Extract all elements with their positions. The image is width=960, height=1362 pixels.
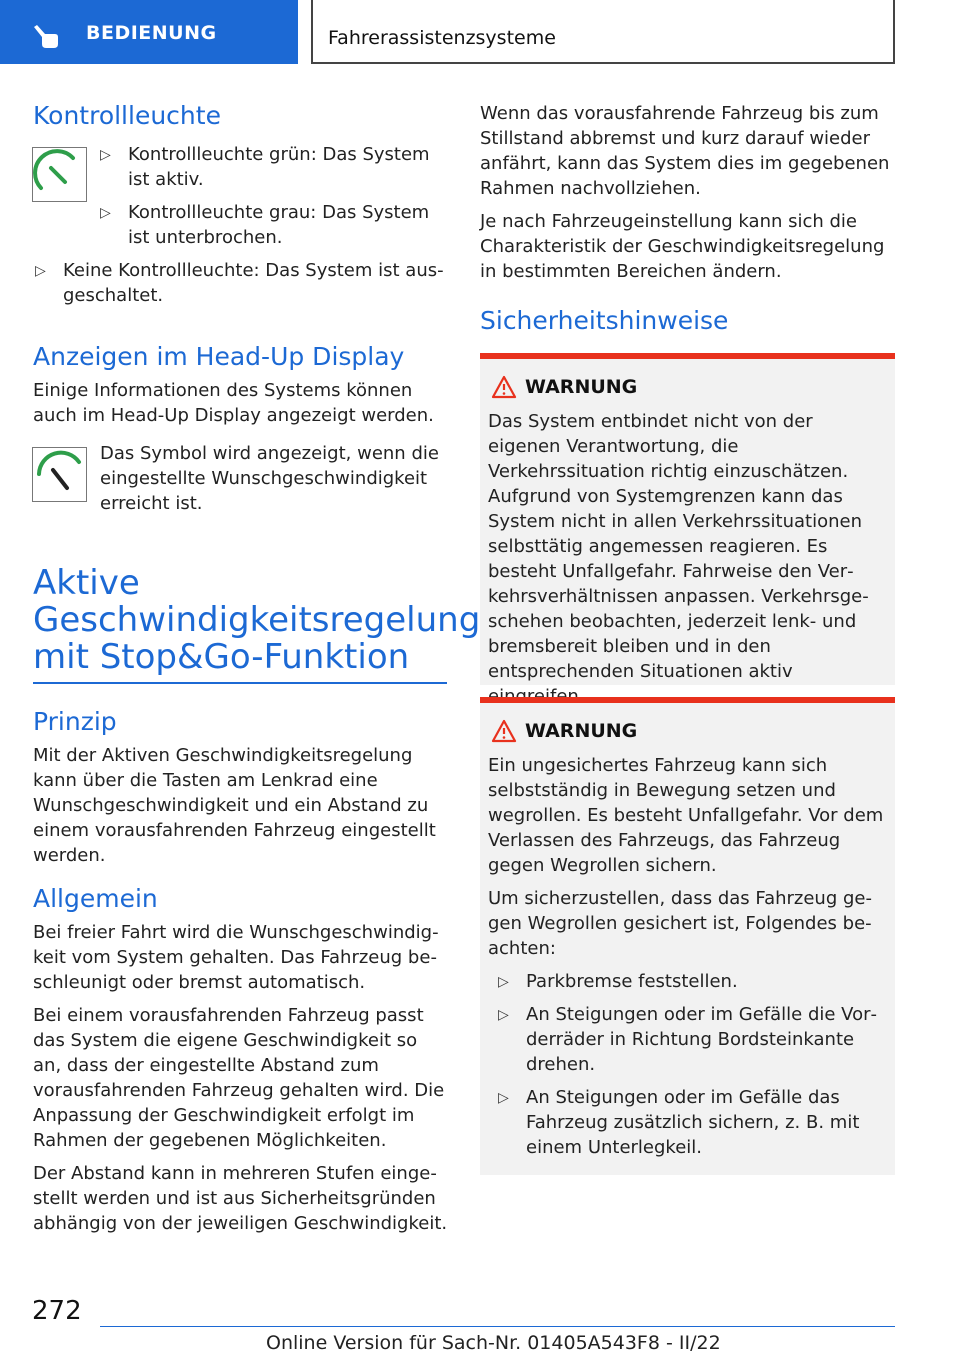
hud-section (33, 342, 449, 436)
warning-triangle-icon (491, 375, 517, 399)
left-column (33, 101, 449, 137)
warning-box-2 (480, 703, 895, 1175)
warning-triangle-icon (491, 719, 517, 743)
page-number: 272 (32, 1296, 82, 1326)
triangle-bullet-icon: ▷ (35, 263, 46, 279)
heading-prinzip: Prinzip (33, 707, 117, 736)
right-paragraph-2: Je nach Fahrzeugeinstellung kann sich die Charakteristik der Geschwindigkeitsregelung in bestimmten Bereichen ändern. (480, 211, 885, 282)
allgemein-paragraph-2: Bei einem vorausfahrenden Fahrzeug passt das System die eigene Geschwindigkeit so an, dass der eingestellte Abstand zum vorausfahrenden Fahrzeug gehalten wird. Die Anpassung der Geschwindigkeit erfolgt im Rahmen der gegebenen Möglichkeiten. (33, 1005, 445, 1151)
warning-title: WARNUNG (525, 720, 638, 742)
footer-rule (100, 1326, 895, 1327)
heading-rule (33, 682, 447, 684)
main-heading (33, 563, 481, 677)
section-tab (0, 0, 298, 64)
list-item: ▷ An Steigungen oder im Gefälle die Vorderräder in Richtung Bordsteinkante drehen. (498, 1004, 878, 1075)
list-item: ▷ Kontrollleuchte grün: Das System ist aktiv. (100, 144, 430, 190)
warning-title: WARNUNG (525, 376, 638, 398)
section-label: BEDIENUNG (86, 22, 217, 44)
triangle-bullet-icon: ▷ (100, 205, 111, 221)
list-item: ▷ Parkbremse feststellen. (496, 969, 887, 994)
right-column (480, 101, 898, 342)
triangle-bullet-icon: ▷ (100, 147, 111, 163)
hud-speed-icon (32, 447, 87, 502)
chapter-header (311, 0, 895, 64)
heading-hud: Anzeigen im Head-Up Display (33, 342, 405, 371)
warning-paragraph-1: Ein ungesichertes Fahrzeug kann sich selbstständig in Bewegung setzen und wegrollen. Es besteht Unfallgefahr. Vor dem Verlassen des Fahrzeugs, das Fahrzeug gegen Wegrollen sichern. (488, 755, 884, 876)
triangle-bullet-icon: ▷ (498, 974, 509, 990)
kontroll-none (33, 258, 449, 316)
triangle-bullet-icon: ▷ (498, 1090, 509, 1106)
allgemein-paragraph-3: Der Abstand kann in mehreren Stufen eingestellt werden und ist aus Sicherheitsgründen abhängig von der jeweiligen Geschwindigkeit. (33, 1163, 448, 1234)
warning-paragraph-2: Um sicherzustellen, dass das Fahrzeug gegen Wegrollen gesichert ist, Folgendes beachten: (488, 888, 872, 959)
list-item: ▷ An Steigungen oder im Gefälle das Fahrzeug zusätzlich sichern, z. B. mit einem Unterlegkeil. (498, 1087, 860, 1158)
main-heading-line3: mit Stop&Go-Funktion (33, 637, 410, 677)
hand-pointer-icon (30, 24, 60, 50)
kontroll-list (98, 142, 450, 258)
indicator-green-icon (32, 147, 87, 202)
warning-text: Das System entbindet nicht von der eigenen Verantwortung, die Verkehrssituation richtig einzuschätzen. Aufgrund von Systemgrenzen kann das System nicht in allen Verkehrssituationen selbsttätig angemessen reagieren. Es besteht Unfallgefahr. Fahrweise den Verkehrsverhältnissen anpassen. Verkehrsgeschehen beobachten, jederzeit lenk- und bremsbereit bleiben und in den entsprechenden Situationen aktiv (488, 411, 869, 682)
allgemein-paragraph-1: Bei freier Fahrt wird die Wunschgeschwindigkeit vom System gehalten. Das Fahrzeug beschleunigt oder bremst automatisch. (33, 922, 439, 993)
list-item: ▷ Keine Kontrollleuchte: Das System ist ausgeschaltet. (35, 260, 444, 306)
heading-sicherheitshinweise: Sicherheitshinweise (480, 306, 729, 335)
main-heading-line1: Aktive (33, 563, 140, 603)
warning-box-1 (480, 359, 895, 685)
triangle-bullet-icon: ▷ (498, 1007, 509, 1023)
hud-icon-text: Das Symbol wird angezeigt, wenn die eingestellte Wunschgeschwindigkeit erreicht ist. (100, 443, 439, 514)
main-heading-line2: Geschwindigkeitsregelung (33, 600, 481, 640)
footer-text: Online Version für Sach-Nr. 01405A543F8 - II/22 (266, 1332, 721, 1354)
prinzip-paragraph: Mit der Aktiven Geschwindigkeitsregelung kann über die Tasten am Lenkrad eine Wunschgeschwindigkeit und ein Abstand zu einem vorausfahrenden Fahrzeug eingestellt werden. (33, 745, 436, 866)
right-paragraph-1: Wenn das vorausfahrende Fahrzeug bis zum Stillstand abbremst und kurz darauf wieder anfährt, kann das System dies im gegebenen Rahmen nachvollziehen. (480, 103, 890, 199)
heading-allgemein: Allgemein (33, 884, 158, 913)
hud-icon-desc (100, 441, 450, 524)
prinzip-section (33, 707, 449, 1244)
hud-paragraph: Einige Informationen des Systems können auch im Head-Up Display angezeigt werden. (33, 380, 434, 426)
list-item: ▷ Kontrollleuchte grau: Das System ist unterbrochen. (100, 202, 430, 248)
heading-kontrollleuchte: Kontrollleuchte (33, 101, 221, 130)
chapter-title: Fahrerassistenzsysteme (328, 27, 556, 49)
